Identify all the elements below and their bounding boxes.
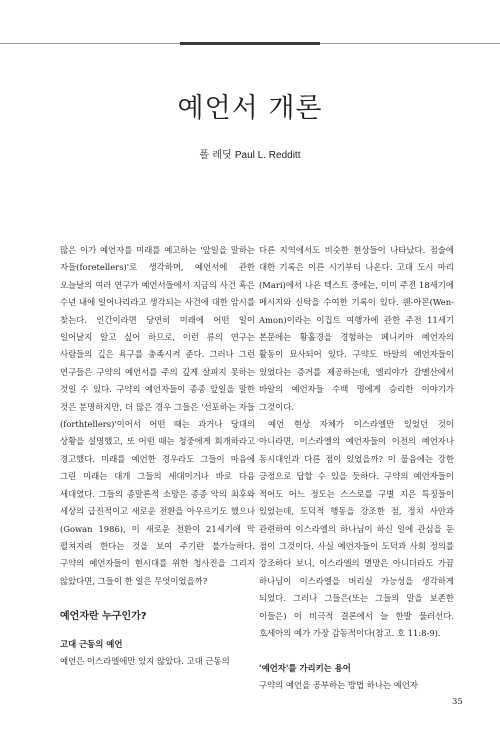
- section-heading: 예언자란 누구인가?: [60, 611, 147, 623]
- left-column: [60, 242, 255, 671]
- right-paragraph-3: 구약의 예언을 공부하는 방법 하나는 예언자: [259, 680, 418, 691]
- author-byline: [0, 146, 500, 161]
- article-title: 예언서 개론: [177, 93, 323, 124]
- right-column: [259, 242, 454, 695]
- page-number: 35: [452, 697, 463, 707]
- subsection-heading: 고대 근동의 예언: [60, 639, 123, 650]
- header-accent-bar: [180, 42, 320, 45]
- author-name-english: Paul L. Redditt: [234, 150, 301, 161]
- right-paragraph-2: 예언 현상 자체가 이스라엘만 있었던 것이 아니라면, 이스라엘의 예언자들이 이전의 예언자나 동시대인과 다른 점이 있었을까? 이 물음에는 강한 긍정으로 답할 수 있을 듯하다. 구약의 예언자들이 적어도 어느 정도는 스스로를 구별 지은 특징들이 있었는데, 도덕적 행동을 강조한 점, 정치 사안과 관련하여 이스라엘의 하나님이 하신 일에 관심을 둔 점이 그것이다. 사실 예언자들이 도덕과 사회 정의를 강조하다 보니, 이스라엘의 멸망은 아니더라도 가끔 하나님이 이스라엘을 버리실 가능성을 생각하게 되었다. 그러나 그들은(또는 그들의 말을 보존한 이들은) 이 비극적 결론에서 늘 한발 물러선다. 호세아의 예가 가장 감동적이다(참고. 호 11:8-9).: [259, 419, 454, 638]
- author-name-korean: 폴 레딧: [199, 150, 232, 161]
- subsection-heading-terms: '예언자'를 가리키는 용어: [259, 663, 351, 674]
- right-paragraph-1: 다른 지역에서도 비슷한 현상들이 나타났다. 점술에 대한 기록은 이른 시기부터 나온다. 고대 도시 마리(Mari)에서 나온 텍스트 중에는, 이미 주전 18세기에 메시지와 신탁을 수여한 기록이 있다. 웬-아몬(Wen-Amon)이라는 이집트 여행가에 관한 주전 11세기 본문에는 황홀경을 경험하는 페니키아 예언자의 활동이 묘사되어 있다. 구약도 바알의 예언자들이 있었다는 증거를 제공하는데, 엘리야가 갈멜산에서 바알의 예언자들 수백 명에게 승리한 이야기가 그것이다.: [259, 245, 454, 412]
- left-paragraph-2: 예언은 이스라엘에만 있지 않았다. 고대 근동의: [60, 656, 230, 667]
- left-paragraph-1: 많은 이가 예언자를 미래를 예고하는 '앞일을 말하는 자들(foretellers)'로 생각하며, 예언서에 관한 오늘날의 여러 연구가 예언서들에서 지금의 사건 혹은 수년 내에 일어나리라고 생각되는 사건에 대한 암시를 찾는다. 인간이라면 당연히 미래에 어떤 일이 일어날지 알고 싶어 하므로, 이런 류의 연구는 사람들의 깊은 욕구를 충족시켜 준다. 그러나 그런 연구들은 구약의 예언서를 주의 깊게 살피지 못하는 것일 수 있다. 구약의 예언자들이 종종 앞일을 말한 것은 분명하지만, 더 많은 경우 그들은 '선포하는 자들(forthtellers)'이어서 어떤 때는 과거나 당대의 상황을 설명했고, 또 어떤 때는 청중에게 회개하라고 경고했다. 미래를 예언한 경우라도 그들이 마음에 그린 미래는 대개 그들의 세대이거나 바로 다음 세대였다. 그들의 종말론적 소망은 종종 악의 최후와 세상의 급진적이고 새로운 전환을 아우르기도 했으나(Gowan 1986), 이 새로운 전환이 21세기에 막 펼쳐지려 한다는 것을 보여 주기란 불가능하다. 구약의 예언자들이 현시대를 위한 청사진을 그리지 않았다면, 그들이 한 일은 무엇이었을까?: [60, 245, 255, 586]
